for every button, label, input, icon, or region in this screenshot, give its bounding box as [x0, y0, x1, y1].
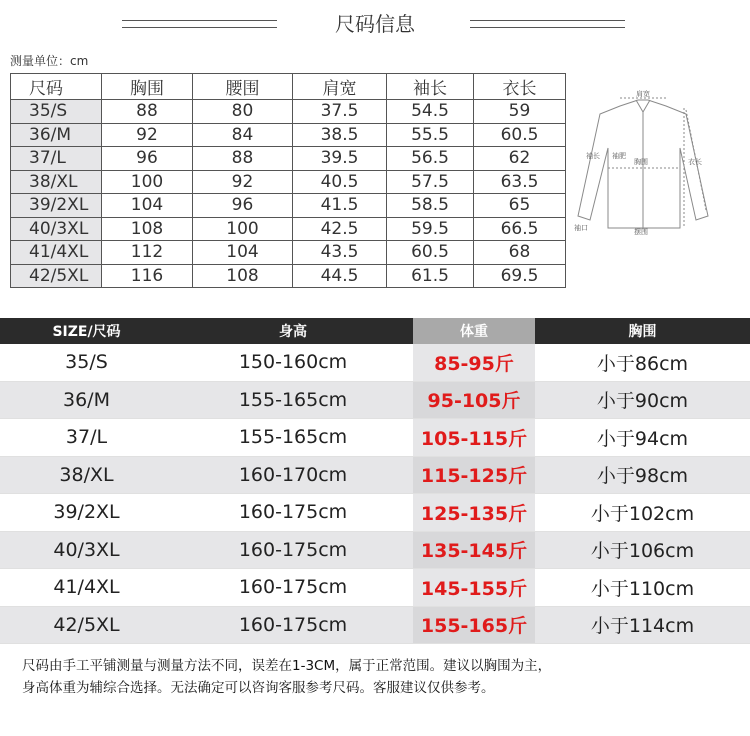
measure-row — [11, 217, 566, 241]
measure-cell: 40/3XL — [11, 217, 102, 241]
weight-cell: 125-135斤 — [413, 494, 535, 531]
recommend-row — [0, 382, 750, 420]
size-note — [22, 655, 742, 699]
recommend-cell: 150-160cm — [238, 351, 348, 374]
recommend-cell: 小于114cm — [590, 615, 695, 638]
recommend-cell: 小于94cm — [596, 427, 689, 450]
measure-row — [11, 147, 566, 171]
weight-cell: 95-105斤 — [413, 382, 535, 419]
measure-cell: 41/4XL — [11, 241, 102, 265]
measure-cell: 88 — [193, 147, 293, 171]
page-title: 尺码信息 — [335, 12, 415, 36]
measure-cell: 96 — [102, 147, 193, 171]
recommend-cell: 155-165cm — [238, 426, 348, 449]
measure-cell: 92 — [193, 170, 293, 194]
measure-cell: 104 — [193, 241, 293, 265]
recommend-row — [0, 569, 750, 607]
diagram-label-cuff: 袖口 — [574, 224, 588, 232]
measure-cell: 100 — [193, 217, 293, 241]
recommend-header-cell: SIZE/尺码 — [52, 324, 121, 340]
diagram-label-hem: 摆围 — [634, 228, 648, 236]
measure-header-row — [11, 74, 566, 100]
recommend-cell: 小于90cm — [596, 390, 689, 413]
recommend-cell: 35/S — [65, 351, 108, 374]
measure-cell: 54.5 — [387, 100, 474, 124]
measure-cell: 36/M — [11, 123, 102, 147]
measure-row — [11, 170, 566, 194]
measure-cell: 37/L — [11, 147, 102, 171]
weight-cell: 155-165斤 — [413, 607, 535, 644]
measure-cell: 69.5 — [474, 264, 566, 288]
note-line-1: 尺码由手工平铺测量与测量方法不同，误差在1-3CM，属于正常范围。建议以胸围为主， — [22, 658, 552, 674]
measure-cell: 116 — [102, 264, 193, 288]
measure-cell: 84 — [193, 123, 293, 147]
measure-cell: 37.5 — [293, 100, 387, 124]
recommend-cell: 38/XL — [59, 463, 114, 486]
measure-cell: 66.5 — [474, 217, 566, 241]
diagram-label-shoulder: 肩宽 — [636, 90, 650, 98]
recommend-cell: 40/3XL — [53, 538, 120, 561]
measure-cell: 80 — [193, 100, 293, 124]
measure-cell: 108 — [102, 217, 193, 241]
measure-cell: 39.5 — [293, 147, 387, 171]
recommend-row — [0, 607, 750, 645]
measure-cell: 38/XL — [11, 170, 102, 194]
measure-cell: 60.5 — [474, 123, 566, 147]
measure-table — [10, 73, 566, 288]
recommend-cell: 41/4XL — [53, 576, 120, 599]
measure-cell: 59.5 — [387, 217, 474, 241]
measure-cell: 59 — [474, 100, 566, 124]
measure-cell: 108 — [193, 264, 293, 288]
recommend-header-cell: 身高 — [279, 324, 307, 340]
recommend-cell: 42/5XL — [53, 613, 120, 636]
weight-cell: 135-145斤 — [413, 532, 535, 569]
title-bar — [0, 0, 750, 44]
recommend-row — [0, 532, 750, 570]
measure-cell: 68 — [474, 241, 566, 265]
measure-row — [11, 123, 566, 147]
measure-cell: 65 — [474, 194, 566, 218]
measure-cell: 39/2XL — [11, 194, 102, 218]
measure-header-cell: 衣长 — [474, 74, 566, 100]
measure-cell: 61.5 — [387, 264, 474, 288]
recommend-cell: 小于98cm — [596, 465, 689, 488]
measure-cell: 63.5 — [474, 170, 566, 194]
recommend-cell: 36/M — [63, 388, 110, 411]
measure-cell: 92 — [102, 123, 193, 147]
recommend-row — [0, 344, 750, 382]
measure-row — [11, 241, 566, 265]
unit-label: 测量单位：cm — [10, 54, 89, 68]
weight-cell: 85-95斤 — [413, 344, 535, 381]
measure-cell: 44.5 — [293, 264, 387, 288]
measure-cell: 40.5 — [293, 170, 387, 194]
recommend-row — [0, 494, 750, 532]
measure-cell: 60.5 — [387, 241, 474, 265]
measure-cell: 35/S — [11, 100, 102, 124]
recommend-cell: 小于110cm — [590, 577, 695, 600]
measure-row — [11, 264, 566, 288]
recommend-cell: 小于106cm — [590, 540, 695, 563]
measure-cell: 96 — [193, 194, 293, 218]
measure-header-cell: 尺码 — [11, 74, 102, 100]
recommend-cell: 155-165cm — [238, 388, 348, 411]
measure-header-cell: 袖长 — [387, 74, 474, 100]
recommend-cell: 160-170cm — [238, 463, 348, 486]
recommend-header-cell: 体重 — [413, 318, 535, 344]
recommend-cell: 160-175cm — [238, 576, 348, 599]
measure-cell: 88 — [102, 100, 193, 124]
note-line-2: 身高体重为辅综合选择。无法确定可以咨询客服参考尺码。客服建议仅供参考。 — [22, 680, 495, 696]
recommend-cell: 160-175cm — [238, 501, 348, 524]
measure-header-cell: 胸围 — [102, 74, 193, 100]
measure-cell: 62 — [474, 147, 566, 171]
measure-row — [11, 100, 566, 124]
recommend-row — [0, 457, 750, 495]
recommend-cell: 160-175cm — [238, 613, 348, 636]
measure-cell: 104 — [102, 194, 193, 218]
measure-cell: 55.5 — [387, 123, 474, 147]
recommend-table-header — [0, 318, 750, 344]
diagram-label-sleeve2: 袖肥 — [612, 152, 626, 160]
measure-cell: 100 — [102, 170, 193, 194]
shirt-diagram — [568, 88, 718, 238]
recommend-table — [0, 318, 750, 644]
recommend-cell: 小于86cm — [596, 352, 689, 375]
recommend-header-cell: 胸围 — [628, 324, 657, 340]
recommend-cell: 小于102cm — [590, 502, 695, 525]
measure-cell: 112 — [102, 241, 193, 265]
measure-cell: 58.5 — [387, 194, 474, 218]
measure-header-cell: 腰围 — [193, 74, 293, 100]
recommend-row — [0, 419, 750, 457]
diagram-label-length: 衣长 — [688, 158, 702, 166]
diagram-label-sleeve: 袖长 — [586, 152, 600, 160]
recommend-cell: 37/L — [65, 426, 108, 449]
measure-cell: 41.5 — [293, 194, 387, 218]
weight-cell: 115-125斤 — [413, 457, 535, 494]
measure-header-cell: 肩宽 — [293, 74, 387, 100]
recommend-cell: 160-175cm — [238, 538, 348, 561]
recommend-cell: 39/2XL — [53, 501, 120, 524]
weight-cell: 145-155斤 — [413, 569, 535, 606]
measure-cell: 42.5 — [293, 217, 387, 241]
diagram-label-chest: 胸围 — [634, 158, 648, 166]
measure-cell: 57.5 — [387, 170, 474, 194]
weight-cell: 105-115斤 — [413, 419, 535, 456]
measure-cell: 56.5 — [387, 147, 474, 171]
measure-cell: 42/5XL — [11, 264, 102, 288]
measure-cell: 43.5 — [293, 241, 387, 265]
measure-cell: 38.5 — [293, 123, 387, 147]
measure-row — [11, 194, 566, 218]
